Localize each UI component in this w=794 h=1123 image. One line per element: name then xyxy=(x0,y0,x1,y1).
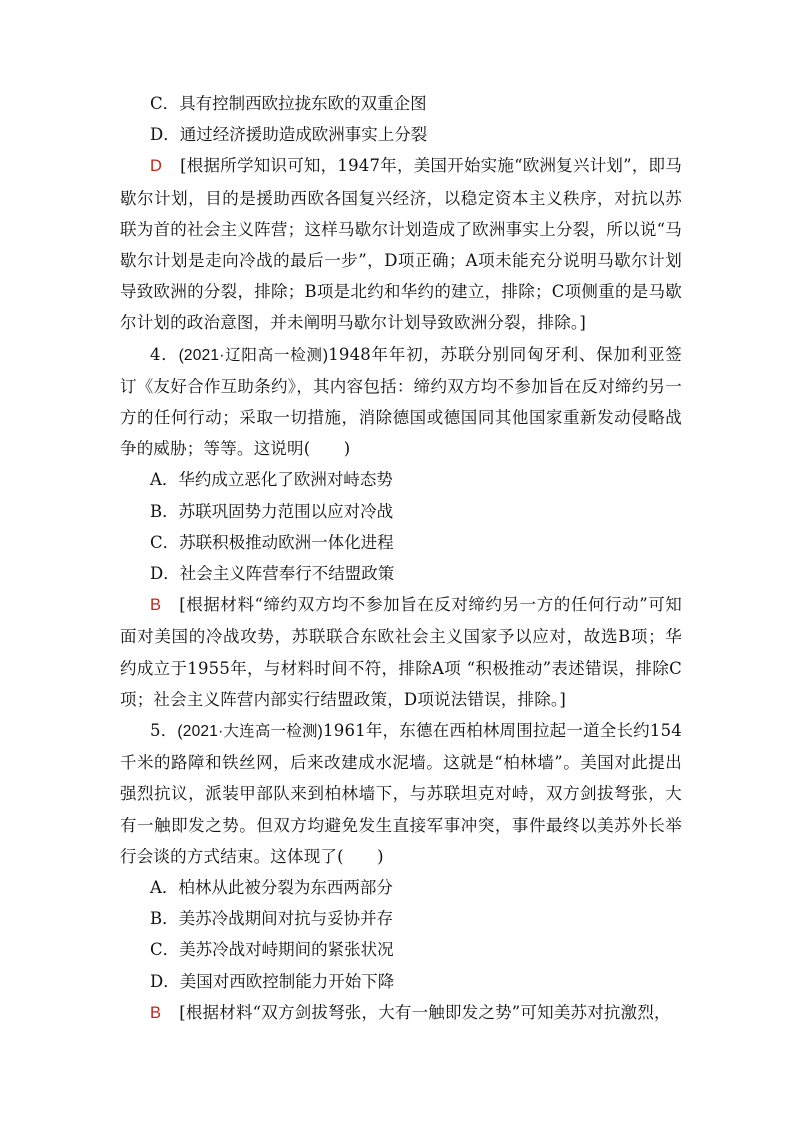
q5-answer-explanation: [根据材料“双方剑拔弩张，大有一触即发之势”可知美苏对抗激烈， xyxy=(179,1002,671,1022)
q4-option-a: A．华约成立恶化了欧洲对峙态势 xyxy=(150,470,393,490)
q5-option-a: A．柏林从此被分裂为东西两部分 xyxy=(150,878,393,898)
q5-option-c: C．美苏冷战对峙期间的紧张状况 xyxy=(150,940,394,960)
q5-stem: 1961年，东德在西柏林周围拉起一道全长约154千米的路障和铁丝网，后来改建成水泥墙。这就是“柏林墙”。美国对此提出强烈抗议，派装甲部队来到柏林墙下，与苏联坦克对峙，双方剑拔弩张，大有一触即发之势。但双方均避免发生直接军事冲突，事件最终以美苏外长举行会谈的方式结束。这体现了( ) xyxy=(120,721,682,866)
q5-stem-block xyxy=(120,715,682,872)
q3-option-d: D．通过经济援助造成欧洲事实上分裂 xyxy=(150,125,428,145)
q3-answer-explanation: [根据所学知识可知，1947年，美国开始实施“欧洲复兴计划”，即马歇尔计划，目的是援助西欧各国复兴经济，以稳定资本主义秩序，对抗以苏联为首的社会主义阵营；这样马歇尔计划造成了欧洲事实上分裂，所以说“马歇尔计划是走向冷战的最后一步”，D项正确；A项未能充分说明马歇尔计划导致欧洲的分裂，排除；B项是北约和华约的建立，排除；C项侧重的是马歇尔计划的政治意图，并未阐明马歇尔计划导致欧洲分裂，排除。] xyxy=(120,156,682,333)
q5-number: 5． xyxy=(150,721,178,741)
q4-answer-letter: B xyxy=(150,596,162,615)
q4-stem-block xyxy=(120,339,682,465)
q5-option-b: B．美苏冷战期间对抗与妥协并存 xyxy=(150,909,394,929)
q5-answer-explanation-block xyxy=(120,997,682,1029)
q4-option-c: C．苏联积极推动欧洲一体化进程 xyxy=(150,532,394,552)
page-content xyxy=(120,88,682,1029)
q4-source: (2021·辽阳高一检测) xyxy=(178,346,329,364)
q4-stem: 1948年年初，苏联分别同匈牙利、保加利亚签订《友好合作互助条约》，其内容包括：缔约双方均不参加旨在反对缔约另一方的任何行动；采取一切措施，消除德国或德国同其他国家重新发动侵略战争的威胁；等等。这说明( ) xyxy=(120,344,682,459)
q3-answer-letter: D xyxy=(150,157,163,176)
q3-option-c: C．具有控制西欧拉拢东欧的双重企图 xyxy=(150,94,427,113)
q4-option-d: D．社会主义阵营奉行不结盟政策 xyxy=(150,564,395,584)
q4-number: 4． xyxy=(150,344,179,364)
q4-answer-explanation-block xyxy=(120,589,682,715)
q3-answer-explanation-block xyxy=(120,150,682,338)
q4-option-b: B．苏联巩固势力范围以应对冷战 xyxy=(150,501,394,521)
q5-option-d: D．美国对西欧控制能力开始下降 xyxy=(150,971,395,991)
q5-source: (2021·大连高一检测) xyxy=(177,723,324,741)
q4-answer-explanation: [根据材料“缔约双方均不参加旨在反对缔约另一方的任何行动”可知面对美国的冷战攻势，苏联联合东欧社会主义国家予以应对，故选B项；华约成立于1955年，与材料时间不符，排除A项 “积极推动”表述错误，排除C项；社会主义阵营内部实行结盟政策，D项说法错误，排除。] xyxy=(120,595,682,709)
q5-answer-letter: B xyxy=(150,1003,162,1022)
